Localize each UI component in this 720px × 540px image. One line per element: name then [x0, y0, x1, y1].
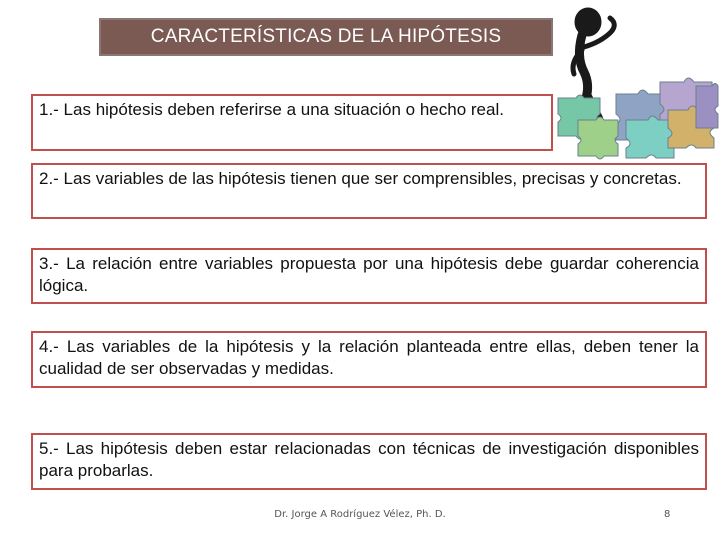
slide-title: CARACTERÍSTICAS DE LA HIPÓTESIS	[99, 18, 553, 56]
hypothesis-characteristic-3: 3.- La relación entre variables propuesta por una hipótesis debe guardar coherencia lógica.	[31, 248, 707, 304]
footer-author: Dr. Jorge A Rodríguez Vélez, Ph. D.	[274, 509, 446, 520]
hypothesis-characteristic-4: 4.- Las variables de la hipótesis y la relación planteada entre ellas, deben tener la cualidad de ser observadas y medidas.	[31, 331, 707, 388]
page-number: 8	[664, 509, 671, 520]
hypothesis-characteristic-2: 2.- Las variables de las hipótesis tienen que ser comprensibles, precisas y concretas.	[31, 163, 707, 219]
hypothesis-characteristic-1: 1.- Las hipótesis deben referirse a una situación o hecho real.	[31, 94, 553, 151]
thinking-figure-puzzle-icon	[556, 2, 720, 160]
hypothesis-characteristic-5: 5.- Las hipótesis deben estar relacionadas con técnicas de investigación disponibles para probarlas.	[31, 433, 707, 490]
